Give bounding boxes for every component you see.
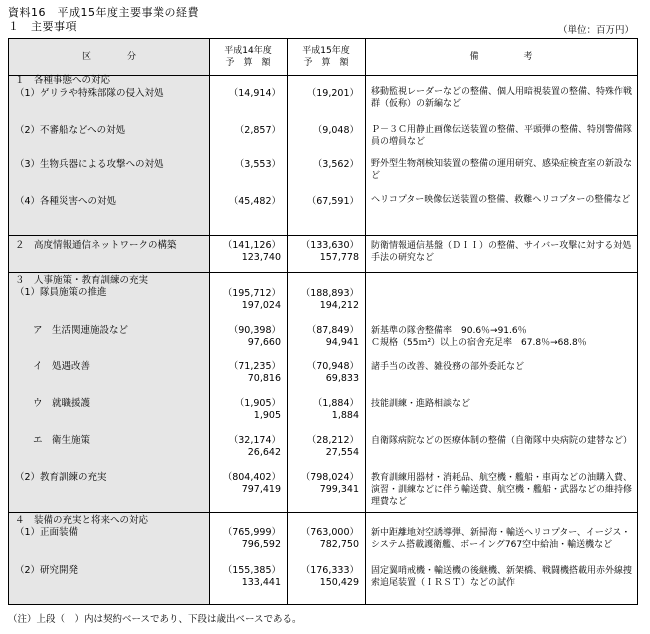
row-label: ３ 人事施策・教育訓練の充実 [15, 275, 149, 286]
fy14-outlay-value: 97,660 [247, 337, 281, 348]
fy15-value: （1,884） [312, 398, 359, 409]
row-note: 防衛情報通信基盤（ＤＩＩ）の整備、サイバー攻撃に対する対処手法の研究など [371, 241, 632, 263]
fy14-value: （90,398） [228, 325, 281, 336]
fy14-value: （14,914） [228, 88, 281, 99]
header-section [9, 39, 209, 75]
fy14-outlay-value: 197,024 [241, 300, 281, 311]
fy15-value: （28,212） [306, 435, 359, 446]
row-note: Ｐ－３Ｃ用静止画像伝送装置の整備、平頭弾の整備、特別警備隊員の増員など [371, 125, 633, 147]
row-note: 新基準の隊舎整備率 90.6％→91.6％ Ｃ規格（55ｍ²）以上の宿舎充足率 67.8％→68.8％ [371, 326, 587, 348]
fy15-value: （763,000） [300, 527, 359, 538]
row-divider [9, 235, 637, 236]
header-fy15 [287, 39, 365, 75]
row-label: （1）正面装備 [15, 527, 79, 538]
fy15-value: （67,591） [306, 196, 359, 207]
header-fy14-label: 予 算 額 [225, 58, 271, 68]
fy14-value: （1,905） [234, 398, 281, 409]
header-section-label: 区 分 [81, 52, 136, 62]
fy14-outlay-value: 797,419 [241, 484, 281, 495]
row-label: （1）隊員施策の推進 [15, 287, 107, 298]
row-note: 移動監視レーダーなどの整備、個人用暗視装置の整備、特殊作戦群（仮称）の新編など [371, 87, 633, 109]
fy15-outlay-value: 194,212 [319, 300, 359, 311]
fy15-value: （176,333） [300, 565, 359, 576]
row-label: １ 各種事態への対応 [15, 75, 111, 86]
header-fy14 [209, 39, 287, 75]
row-label: イ 処遇改善 [33, 361, 91, 372]
fy14-value: （3,553） [234, 159, 281, 170]
header-fy15-year: 平成15年度 [302, 46, 350, 56]
fy14-outlay-value: 26,642 [247, 447, 281, 458]
fy14-value: （765,999） [222, 527, 281, 538]
fy14-value: （155,385） [222, 565, 281, 576]
row-divider [9, 512, 637, 513]
fy15-value: （188,893） [300, 288, 359, 299]
document-title: 資料16 平成15年度主要事業の経費 [8, 6, 199, 19]
row-label: ２ 高度情報通信ネットワークの構築 [15, 240, 177, 251]
fy15-outlay-value: 1,884 [331, 410, 359, 421]
row-label: ４ 装備の充実と将来への対応 [15, 515, 149, 526]
row-note: 技能訓練・進路相談など [371, 399, 471, 409]
row-label: （4）各種災害への対処 [15, 196, 117, 207]
row-note: 教育訓練用器材・消耗品、航空機・艦船・車両などの油購入費、演習・訓練などに伴う輸送費、航空機・艦船・武器などの維持修理費など [371, 473, 633, 507]
fy15-outlay-value: 150,429 [319, 577, 359, 588]
fy15-outlay-value: 27,554 [325, 447, 359, 458]
fy15-value: （133,630） [300, 240, 359, 251]
fy15-outlay-value: 782,750 [319, 539, 359, 550]
fy15-outlay-value: 69,833 [325, 373, 359, 384]
fy15-outlay-value: 94,941 [325, 337, 359, 348]
row-label: （2）研究開発 [15, 565, 79, 576]
fy14-value: （71,235） [228, 361, 281, 372]
row-note: 自衛隊病院などの医療体制の整備（自衛隊中央病院の建替など） [371, 436, 633, 446]
fy14-outlay-value: 133,441 [241, 577, 281, 588]
row-label: エ 衛生施策 [33, 435, 91, 446]
column-divider [209, 39, 210, 604]
column-divider [287, 39, 288, 604]
header-fy14-year: 平成14年度 [224, 46, 272, 56]
fy14-value: （141,126） [222, 240, 281, 251]
fy15-value: （87,849） [306, 325, 359, 336]
row-label: （2）不審船などへの対処 [15, 125, 126, 136]
fy15-value: （798,024） [300, 472, 359, 483]
row-note: 野外型生物剤検知装置の整備の運用研究、感染症検査室の新設など [371, 159, 633, 181]
fy15-value: （9,048） [312, 125, 359, 136]
fy14-outlay-value: 123,740 [241, 252, 281, 263]
row-note: 新中距離地対空誘導弾、新掃海・輸送ヘリコプター、イージス・システム搭載護衛艦、ボーイング767空中給油・輸送機など [371, 528, 631, 550]
header-note-label: 備 考 [469, 52, 533, 62]
row-label: （1）ゲリラや特殊部隊の侵入対処 [15, 88, 164, 99]
column-divider [365, 39, 366, 604]
header-note [365, 39, 637, 75]
fy14-outlay-value: 70,816 [247, 373, 281, 384]
footnote: （注）上段（ ）内は契約ベースであり、下段は歳出ベースである。 [8, 614, 302, 625]
fy15-outlay-value: 157,778 [319, 252, 359, 263]
row-label: ア 生活関連施設など [33, 325, 129, 336]
row-divider [9, 272, 637, 273]
header-fy15-label: 予 算 額 [303, 58, 349, 68]
fy14-value: （2,857） [234, 125, 281, 136]
row-note: 諸手当の改善、雑役務の部外委託など [371, 362, 525, 372]
fy14-value: （195,712） [222, 288, 281, 299]
row-label: （2）教育訓練の充実 [15, 472, 107, 483]
fy14-outlay-value: 796,592 [241, 539, 281, 550]
row-note: ヘリコプター映像伝送装置の整備、救難ヘリコプターの整備など [371, 195, 631, 205]
fy15-outlay-value: 799,341 [319, 484, 359, 495]
fy14-value: （804,402） [222, 472, 281, 483]
fy14-outlay-value: 1,905 [253, 410, 281, 421]
fy15-value: （70,948） [306, 361, 359, 372]
row-label: （3）生物兵器による攻撃への対処 [15, 159, 164, 170]
fy15-value: （19,201） [306, 88, 359, 99]
unit-label: （単位：百万円） [557, 25, 634, 36]
section-subtitle: １ 主要事項 [8, 20, 77, 33]
fy14-value: （32,174） [228, 435, 281, 446]
row-label: ウ 就職援護 [33, 398, 91, 409]
row-note: 固定翼哨戒機・輸送機の後継機、新架橋、戦闘機搭載用赤外線捜索追尾装置（ＩＲＳＴ）などの試作 [371, 566, 633, 588]
fy14-value: （45,482） [228, 196, 281, 207]
budget-table [8, 38, 638, 605]
fy15-value: （3,562） [312, 159, 359, 170]
